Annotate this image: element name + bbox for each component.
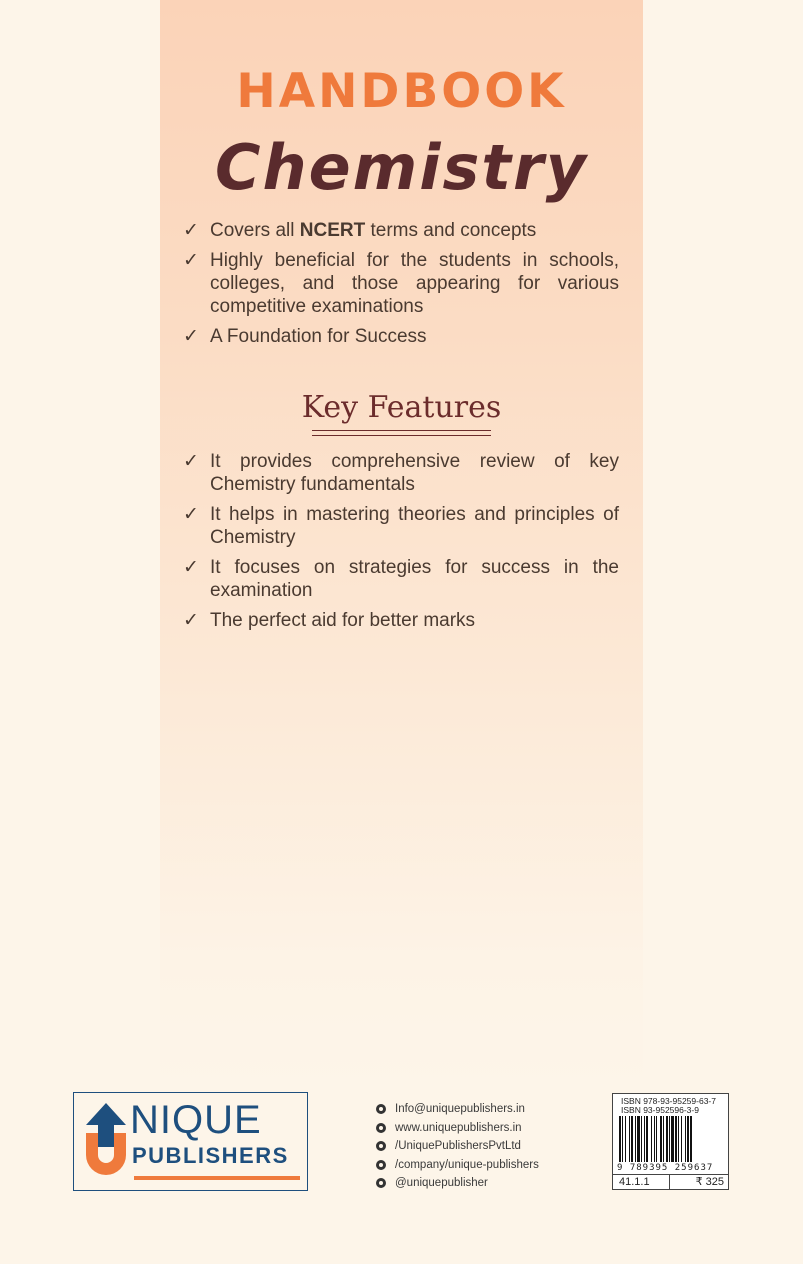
barcode-bar bbox=[646, 1116, 648, 1162]
logo-underline bbox=[134, 1176, 300, 1180]
highlights-list bbox=[183, 219, 619, 355]
product-code: 41.1.1 bbox=[619, 1176, 650, 1188]
email-icon bbox=[376, 1104, 386, 1114]
barcode-bar bbox=[651, 1116, 652, 1162]
barcode-bar bbox=[685, 1116, 686, 1162]
logo-u-arrow-icon bbox=[84, 1103, 128, 1177]
barcode-bars bbox=[619, 1116, 722, 1162]
barcode-bar bbox=[687, 1116, 689, 1162]
barcode-bar bbox=[660, 1116, 662, 1162]
check-icon: ✓ bbox=[183, 503, 199, 525]
barcode-bar bbox=[663, 1116, 664, 1162]
list-item: ✓ A Foundation for Success bbox=[183, 325, 427, 347]
barcode-bar bbox=[629, 1116, 630, 1162]
check-icon: ✓ bbox=[183, 450, 199, 472]
list-item: ✓ It provides comprehensive review of key Chemistry fundamentals bbox=[183, 450, 619, 495]
title-chemistry: Chemistry bbox=[214, 131, 589, 204]
barcode-bar bbox=[631, 1116, 633, 1162]
barcode-bar bbox=[681, 1116, 682, 1162]
footer-divider bbox=[669, 1175, 670, 1190]
check-icon: ✓ bbox=[183, 325, 199, 347]
check-icon: ✓ bbox=[183, 249, 199, 271]
barcode-bar bbox=[641, 1116, 642, 1162]
contact-list bbox=[376, 1100, 539, 1193]
logo-text-unique: NIQUE bbox=[130, 1098, 262, 1142]
barcode-bar bbox=[671, 1116, 674, 1162]
heading-underline bbox=[312, 435, 491, 436]
list-item: ✓ It focuses on strategies for success in the examination bbox=[183, 556, 619, 601]
contact-website[interactable]: www.uniquepublishers.in bbox=[376, 1119, 539, 1138]
linkedin-icon bbox=[376, 1160, 386, 1170]
isbn-barcode bbox=[612, 1093, 729, 1190]
barcode-bar bbox=[619, 1116, 621, 1162]
barcode-bar bbox=[654, 1116, 655, 1162]
barcode-bar bbox=[656, 1116, 657, 1162]
barcode-bar bbox=[666, 1116, 668, 1162]
publisher-logo bbox=[73, 1092, 308, 1191]
list-item: ✓ Highly beneficial for the students in schools, colleges, and those appearing for various competitive examinations bbox=[183, 249, 619, 317]
logo-text-publishers: PUBLISHERS bbox=[132, 1143, 289, 1168]
barcode-bar bbox=[637, 1116, 640, 1162]
heading-underline bbox=[312, 430, 491, 431]
isbn-10: ISBN 93-952596-3-9 bbox=[621, 1105, 699, 1115]
key-features-list bbox=[183, 450, 619, 639]
twitter-icon bbox=[376, 1178, 386, 1188]
price: ₹ 325 bbox=[695, 1176, 724, 1188]
barcode-footer bbox=[613, 1174, 728, 1190]
barcode-bar bbox=[622, 1116, 623, 1162]
key-features-heading: Key Features bbox=[301, 390, 502, 425]
contact-email[interactable]: Info@uniquepublishers.in bbox=[376, 1100, 539, 1119]
contact-twitter[interactable]: @uniquepublisher bbox=[376, 1174, 539, 1193]
barcode-bar bbox=[669, 1116, 670, 1162]
barcode-bar bbox=[678, 1116, 679, 1162]
isbn-13: ISBN 978-93-95259-63-7 bbox=[621, 1096, 716, 1106]
check-icon: ✓ bbox=[183, 556, 199, 578]
facebook-icon bbox=[376, 1141, 386, 1151]
contact-facebook[interactable]: /UniquePublishersPvtLtd bbox=[376, 1137, 539, 1156]
list-item: ✓ The perfect aid for better marks bbox=[183, 609, 476, 631]
barcode-bar bbox=[644, 1116, 645, 1162]
barcode-digits: 9 789395 259637 bbox=[617, 1163, 714, 1173]
check-icon: ✓ bbox=[183, 219, 199, 241]
list-item: ✓ Covers all NCERT terms and concepts bbox=[183, 219, 537, 241]
barcode-bar bbox=[675, 1116, 677, 1162]
barcode-bar bbox=[690, 1116, 692, 1162]
list-item: ✓ It helps in mastering theories and principles of Chemistry bbox=[183, 503, 619, 548]
contact-linkedin[interactable]: /company/unique-publishers bbox=[376, 1156, 539, 1175]
barcode-bar bbox=[635, 1116, 636, 1162]
barcode-bar bbox=[625, 1116, 626, 1162]
web-icon bbox=[376, 1123, 386, 1133]
title-handbook: HANDBOOK bbox=[236, 64, 567, 119]
check-icon: ✓ bbox=[183, 609, 199, 631]
